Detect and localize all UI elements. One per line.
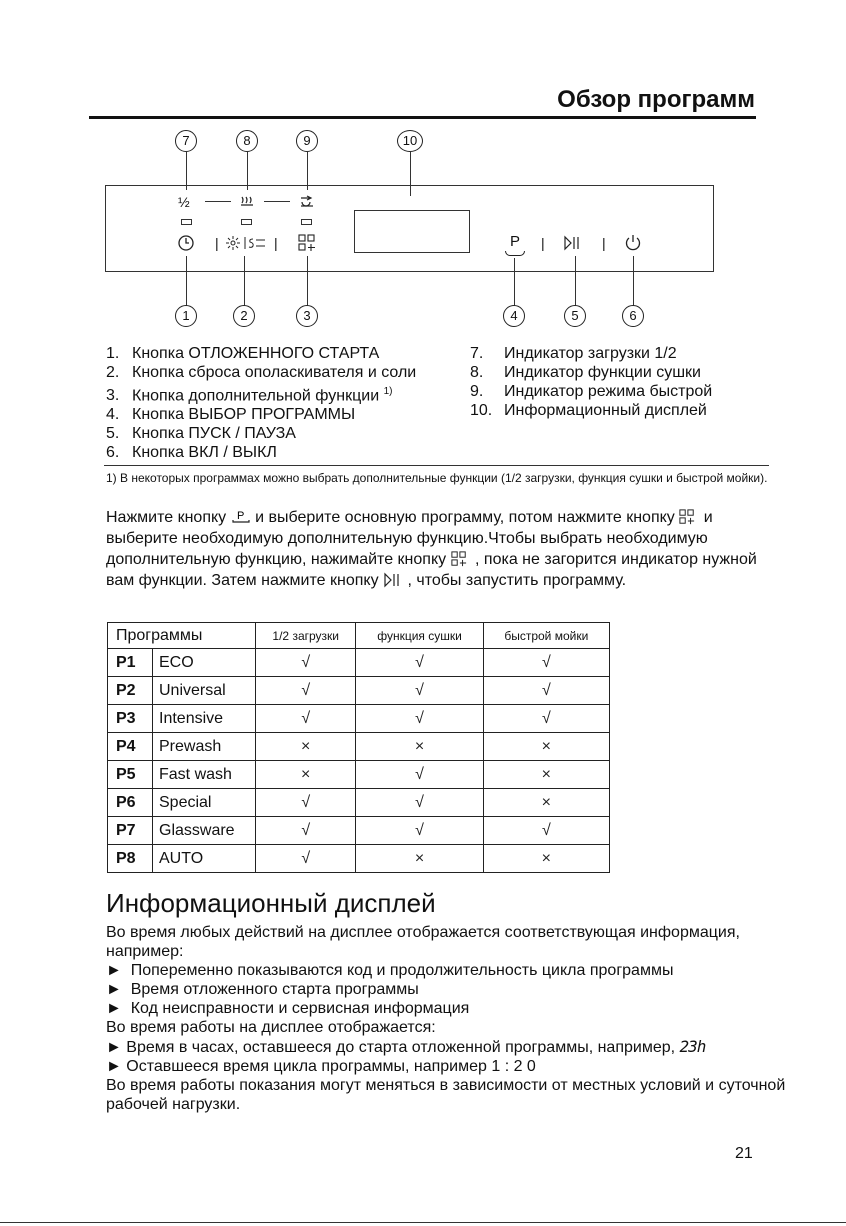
program-select-button[interactable] bbox=[504, 233, 526, 256]
header-dry: функция сушки bbox=[356, 623, 483, 649]
program-button-base bbox=[505, 251, 525, 256]
bullet-item: ► Попеременно показываются код и продолжительность цикла программы bbox=[106, 962, 674, 979]
connector-line bbox=[205, 201, 231, 202]
table-row: P2 Universal √ √ √ bbox=[108, 677, 610, 705]
bullet-arrow-icon: ► bbox=[106, 1000, 131, 1017]
option-icon bbox=[298, 234, 316, 252]
page-number: 21 bbox=[735, 1145, 753, 1162]
legend-item: 6. Кнопка ВКЛ / ВЫКЛ bbox=[106, 444, 277, 462]
legend-item: 1. Кнопка ОТЛОЖЕННОГО СТАРТА bbox=[106, 345, 380, 362]
delay-start-button[interactable] bbox=[177, 234, 195, 257]
leader-line-3 bbox=[307, 256, 308, 306]
info-body bbox=[106, 923, 786, 1114]
leader-line-5 bbox=[575, 256, 576, 306]
program-p-label: P bbox=[509, 233, 520, 250]
legend-item: 3. Кнопка дополнительной функции $^{1)}$ bbox=[106, 386, 393, 405]
bullet-item: ► Оставшееся время цикла программы, например 1 : 2 0 bbox=[106, 1058, 536, 1075]
clock-icon bbox=[177, 234, 195, 252]
rinse-salt-icon bbox=[225, 235, 267, 251]
callout-8: 8 bbox=[236, 130, 258, 152]
legend-item: 9. Индикатор режима быстрой bbox=[470, 383, 713, 400]
leader-line-6 bbox=[633, 256, 634, 306]
callout-1: 1 bbox=[175, 305, 197, 327]
callout-6: 6 bbox=[622, 305, 644, 327]
callout-3: 3 bbox=[296, 305, 318, 327]
led-dry bbox=[241, 219, 252, 225]
callout-4: 4 bbox=[503, 305, 525, 327]
half-load-indicator-icon: ½ bbox=[178, 194, 190, 210]
callout-5: 5 bbox=[564, 305, 586, 327]
legend-item: 4. Кнопка ВЫБОР ПРОГРАММЫ bbox=[106, 406, 356, 424]
legend-right bbox=[470, 344, 770, 420]
legend-item: 2. Кнопка сброса ополаскивателя и соли bbox=[106, 364, 417, 381]
note-text: Во время работы показания могут меняться в зависимости от местных условий и суточной рабочей нагрузки. bbox=[106, 1077, 786, 1113]
power-icon bbox=[624, 234, 642, 252]
information-display bbox=[354, 210, 470, 253]
table-row: P7 Glassware √ √ √ bbox=[108, 817, 610, 845]
leader-line-2 bbox=[244, 256, 245, 306]
footnote: 1) В некоторых программах можно выбрать дополнительные функции (1/2 загрузки, функция сушки и быстрой мойки). bbox=[106, 471, 768, 485]
callout-9: 9 bbox=[296, 130, 318, 152]
table-row: P1 ECO √ √ √ bbox=[108, 649, 610, 677]
legend-item: 8. Индикатор функции сушки bbox=[470, 364, 701, 381]
led-quick bbox=[301, 219, 312, 225]
instruction-paragraph: Нажмите кнопку P и выберите основную программу, потом нажмите кнопку и выберите необходимую дополнительную функцию.Чтобы выбрать необходимую дополнительную функцию, нажимайте кнопку , пока не загорится индикатор нужной вам функции. Затем нажмите кнопку , чтобы запустить программу. bbox=[106, 509, 757, 589]
callout-10: 10 bbox=[397, 130, 423, 152]
bottom-edge bbox=[0, 1222, 846, 1223]
intro-text: Во время любых действий на дисплее отображается соответствующая информация, например: bbox=[106, 924, 740, 960]
bullet-arrow-icon: ► bbox=[106, 1058, 127, 1075]
header-half-load: 1/2 загрузки bbox=[256, 623, 356, 649]
table-row: P6 Special √ √ × bbox=[108, 789, 610, 817]
option-button[interactable] bbox=[298, 234, 316, 257]
start-pause-icon bbox=[383, 572, 403, 588]
rinse-salt-reset-button[interactable] bbox=[225, 235, 267, 256]
option-button-icon bbox=[451, 551, 471, 567]
legend-left bbox=[106, 344, 466, 462]
table-header-row bbox=[108, 623, 610, 649]
play-pause-icon bbox=[563, 235, 581, 251]
table-row: P4 Prewash × × × bbox=[108, 733, 610, 761]
section-title: Информационный дисплей bbox=[106, 888, 436, 918]
legend-item: 7. Индикатор загрузки 1/2 bbox=[470, 345, 677, 362]
table-row: P3 Intensive √ √ √ bbox=[108, 705, 610, 733]
quick-indicator-icon bbox=[299, 194, 315, 210]
bullet-item: ► Время в часах, оставшееся до старта отложенной программы, например, 23h bbox=[106, 1037, 706, 1056]
connector-line bbox=[264, 201, 290, 202]
callout-2: 2 bbox=[233, 305, 255, 327]
separator: | bbox=[602, 235, 606, 251]
program-button-icon bbox=[231, 509, 251, 525]
header-programs: Программы bbox=[108, 623, 256, 649]
separator: | bbox=[274, 235, 278, 251]
bullet-item: ► Код неисправности и сервисная информация bbox=[106, 1000, 470, 1017]
header-quick: быстрой мойки bbox=[483, 623, 609, 649]
dry-indicator-icon bbox=[239, 194, 255, 210]
delay-example: 23h bbox=[679, 1037, 706, 1056]
page-title: Обзор программ bbox=[557, 86, 755, 113]
program-options-table bbox=[107, 622, 610, 873]
leader-line-4 bbox=[514, 258, 515, 306]
footnote-divider bbox=[104, 465, 769, 466]
bullet-arrow-icon: ► bbox=[106, 1039, 127, 1056]
during-text: Во время работы на дисплее отображается: bbox=[106, 1019, 436, 1036]
option-button-icon bbox=[679, 509, 699, 525]
bullet-item: ► Время отложенного старта программы bbox=[106, 981, 419, 998]
led-half-load bbox=[181, 219, 192, 225]
legend-item: 10. Информационный дисплей bbox=[470, 402, 707, 419]
leader-line-1 bbox=[186, 256, 187, 306]
start-pause-button[interactable] bbox=[563, 235, 581, 256]
header-divider bbox=[89, 116, 756, 119]
separator: | bbox=[215, 235, 219, 251]
svg-text:P: P bbox=[236, 510, 244, 522]
bullet-arrow-icon: ► bbox=[106, 981, 131, 998]
bullet-arrow-icon: ► bbox=[106, 962, 131, 979]
table-row: P8 AUTO √ × × bbox=[108, 845, 610, 873]
legend-item: 5. Кнопка ПУСК / ПАУЗА bbox=[106, 425, 296, 443]
separator: | bbox=[541, 235, 545, 251]
callout-7: 7 bbox=[175, 130, 197, 152]
power-button[interactable] bbox=[624, 234, 642, 257]
table-row: P5 Fast wash × √ × bbox=[108, 761, 610, 789]
